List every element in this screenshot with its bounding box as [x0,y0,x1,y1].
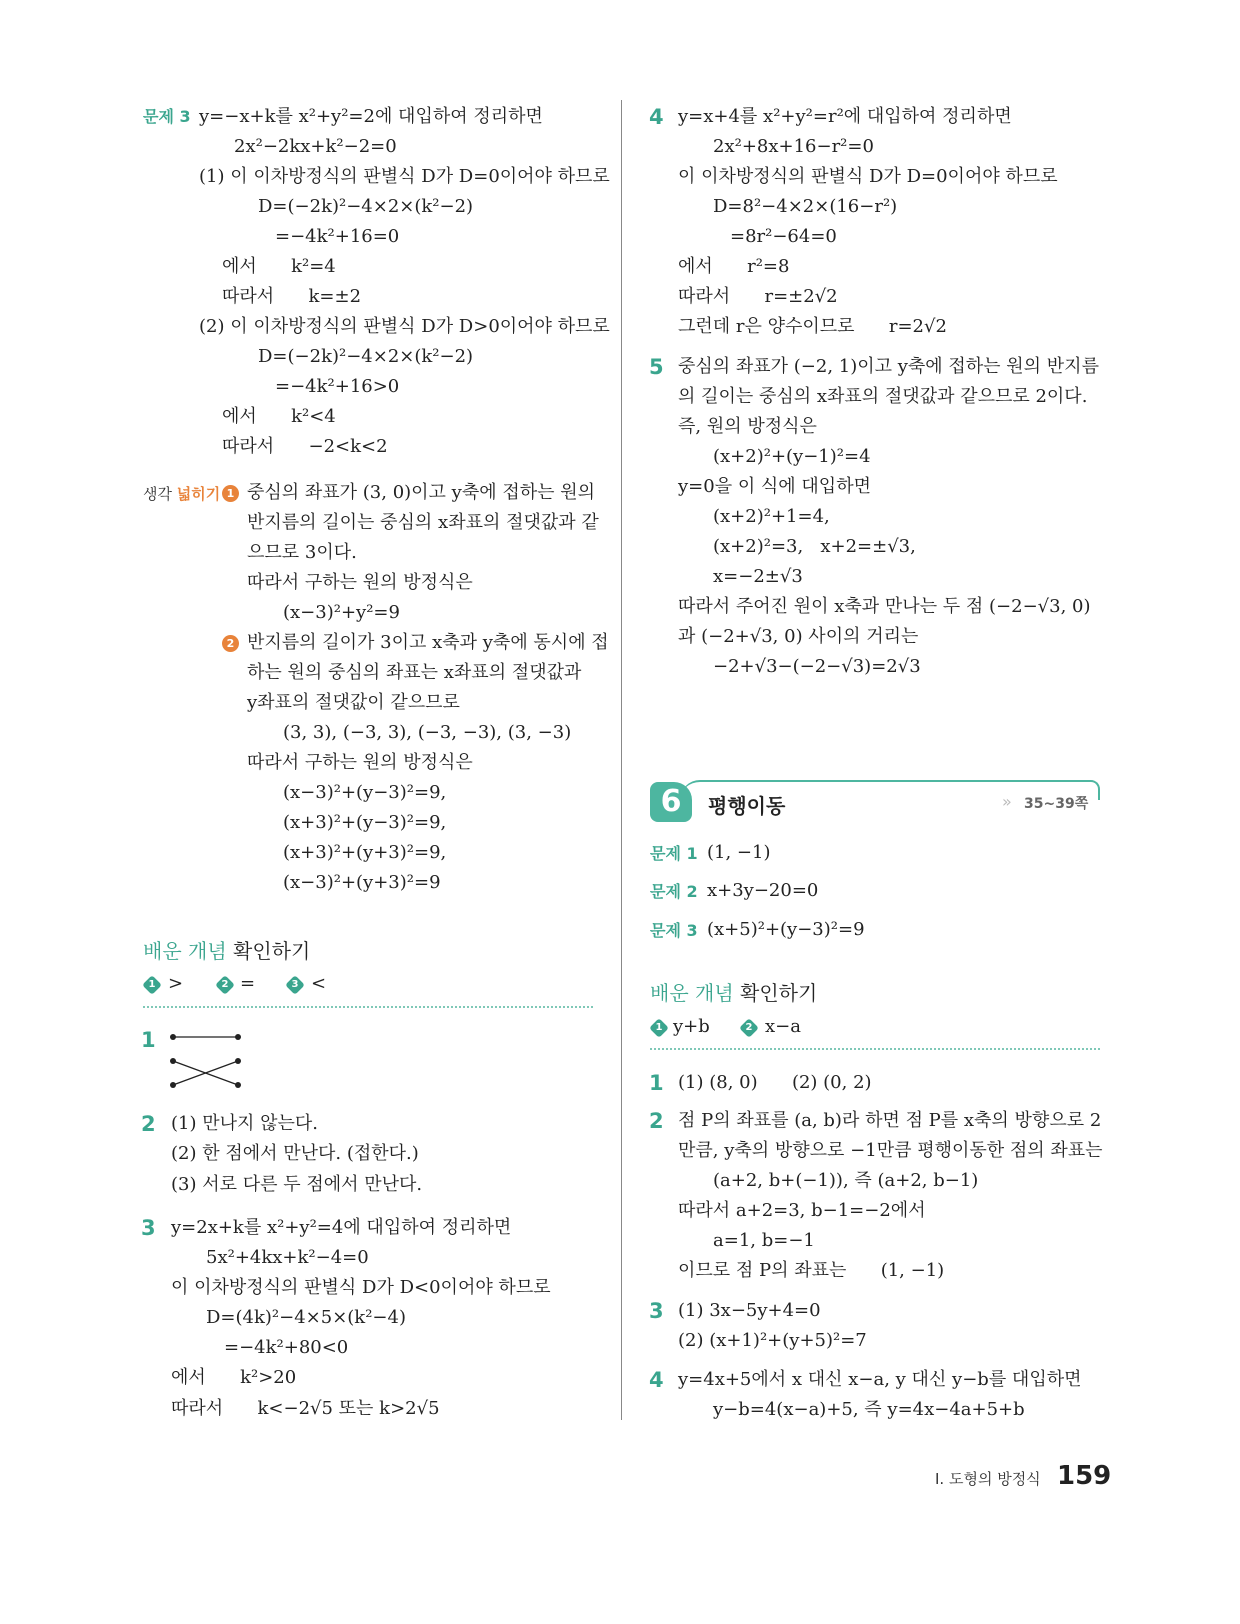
right-text-line: 이 이차방정식의 판별식 D가 D=0이어야 하므로 [678,166,1058,187]
right-text-line: 과 (−2+√3, 0) 사이의 거리는 [678,626,919,647]
item-number: 4 [649,1368,664,1392]
item-number: 2 [649,1109,664,1133]
section-header [650,780,1100,824]
right-text-line: (x+2)²+1=4, [713,506,830,527]
right-text-line: y+b [673,1016,710,1037]
left-text-line: D=(−2k)²−4×2×(k²−2) [258,196,474,217]
item-number: 1 [141,1028,156,1052]
think-label [143,482,220,506]
item-number: 5 [649,355,664,379]
right-text-line: (2) (x+1)²+(y+5)²=7 [678,1330,867,1351]
left-text-line: (x+3)²+(y+3)²=9, [283,842,447,863]
left-text-line: (2) 이 이차방정식의 판별식 D가 D>0이어야 하므로 [199,316,610,337]
left-text-line: 따라서 구하는 원의 방정식은 [247,572,473,593]
concept-marker-3-icon: 3 [285,975,305,995]
problem-3-label: 문제 3 [143,107,191,126]
concept-marker-2-icon: 2 [739,1018,759,1038]
left-text-line: 에서 k²<4 [222,406,336,427]
left-text-line: (x−3)²+(y+3)²=9 [283,872,441,893]
left-text-line: =−4k²+16>0 [275,376,400,397]
dotted-divider [143,1006,593,1008]
right-text-line: (1, −1) [707,842,771,863]
left-text-line: 에서 k²=4 [222,256,336,277]
left-text-line: y=2x+k를 x²+y²=4에 대입하여 정리하면 [171,1217,512,1238]
right-text-line: 그런데 r은 양수이므로 r=2√2 [678,316,947,337]
right-text-line: y=4x+5에서 x 대신 x−a, y 대신 y−b를 대입하면 [678,1369,1082,1390]
left-text-line: 따라서 구하는 원의 방정식은 [247,752,473,773]
right-text-line: x=−2±√3 [713,566,803,587]
left-text-line: 중심의 좌표가 (3, 0)이고 y축에 접하는 원의 [247,482,595,503]
left-text-line: 따라서 k=±2 [222,286,362,307]
right-text-line: (1) (8, 0) (2) (0, 2) [678,1072,872,1093]
left-text-line: y=−x+k를 x²+y²=2에 대입하여 정리하면 [199,106,543,127]
right-text-line: (x+2)²=3, x+2=±√3, [713,536,916,557]
right-text-line: 2x²+8x+16−r²=0 [713,136,874,157]
item-number: 3 [141,1216,156,1240]
think-label-b: 넓히기 [176,485,221,503]
right-text-line: 만큼, y축의 방향으로 −1만큼 평행이동한 점의 좌표는 [678,1140,1103,1161]
left-text-line: 2x²−2kx+k²−2=0 [234,136,397,157]
concept-answer-2: = [240,973,256,994]
right-text-line: 이므로 점 P의 좌표는 (1, −1) [678,1260,945,1281]
left-text-line: 하는 원의 중심의 좌표는 x좌표의 절댓값과 [247,662,582,683]
right-text-line: a=1, b=−1 [713,1230,815,1251]
left-text-line: 반지름의 길이는 중심의 x좌표의 절댓값과 같 [247,512,599,533]
concept-marker-1-icon: 1 [142,975,162,995]
right-text-line: 에서 r²=8 [678,256,790,277]
right-text-line: =8r²−64=0 [730,226,837,247]
right-text-line: (x+2)²+(y−1)²=4 [713,446,871,467]
left-text-line: D=(4k)²−4×5×(k²−4) [206,1307,406,1328]
lines-diagram [165,1030,250,1092]
right-text-line: y=x+4를 x²+y²=r²에 대입하여 정리하면 [678,106,1012,127]
right-text-line: 따라서 a+2=3, b−1=−2에서 [678,1200,926,1221]
left-text-line: (1) 만나지 않는다. [171,1113,318,1134]
left-text-line: 으므로 3이다. [247,542,357,563]
left-text-line: 5x²+4kx+k²−4=0 [206,1247,369,1268]
footer-chapter: Ⅰ. 도형의 방정식 [935,1470,1041,1488]
concept-answer-3: < [311,973,327,994]
section-number: 6 [650,782,692,822]
left-text-line: 반지름의 길이가 3이고 x축과 y축에 동시에 접 [247,632,609,653]
right-text-line: D=8²−4×2×(16−r²) [713,196,898,217]
concept-check-heading-left [143,939,310,963]
left-text-line: (2) 한 점에서 만난다. (접한다.) [171,1143,419,1164]
left-text-line: (3) 서로 다른 두 점에서 만난다. [171,1174,423,1195]
left-text-line: =−4k²+16=0 [275,226,400,247]
item-number: 4 [649,105,664,129]
right-text-line: y−b=4(x−a)+5, 즉 y=4x−4a+5+b [713,1399,1025,1420]
right-text-line: 중심의 좌표가 (−2, 1)이고 y축에 접하는 원의 반지름 [678,356,1099,377]
problem-1-label: 문제 1 [650,844,698,863]
right-text-line: x−a [765,1016,801,1037]
right-text-line: 의 길이는 중심의 x좌표의 절댓값과 같으므로 2이다. [678,386,1088,407]
right-text-line: (1) 3x−5y+4=0 [678,1300,821,1321]
concept-marker-1-icon: 1 [649,1018,669,1038]
concept-check-heading-right [650,981,817,1005]
column-divider [621,100,622,1420]
marker-1-icon: 1 [222,485,239,502]
heading-rest: 확인하기 [226,939,311,963]
right-text-line: y=0을 이 식에 대입하면 [678,476,871,497]
item-number: 2 [141,1112,156,1136]
right-text-line: x+3y−20=0 [707,880,819,901]
dotted-divider [650,1048,1100,1050]
left-text-line: y좌표의 절댓값이 같으므로 [247,692,460,713]
left-text-line: (x+3)²+(y−3)²=9, [283,812,447,833]
item-number: 3 [649,1299,664,1323]
problem-3-label: 문제 3 [650,921,698,940]
left-text-line: 따라서 −2<k<2 [222,436,388,457]
left-text-line: 따라서 k<−2√5 또는 k>2√5 [171,1398,440,1419]
section-pages: 35~39쪽 [1024,796,1089,812]
left-text-line: (3, 3), (−3, 3), (−3, −3), (3, −3) [283,722,572,743]
right-text-line: 즉, 원의 방정식은 [678,416,817,437]
problem-2-label: 문제 2 [650,882,698,901]
chevron-right-icon: » [1002,792,1012,811]
page-number: 159 [1057,1461,1112,1491]
right-text-line: 따라서 r=±2√2 [678,286,838,307]
right-text-line: 점 P의 좌표를 (a, b)라 하면 점 P를 x축의 방향으로 2 [678,1110,1102,1131]
heading-accent: 배운 개념 [650,981,734,1005]
section-title: 평행이동 [708,794,786,818]
heading-rest: 확인하기 [733,981,818,1005]
concept-answer-1: > [168,973,184,994]
heading-accent: 배운 개념 [143,939,227,963]
left-text-line: 에서 k²>20 [171,1367,297,1388]
right-text-line: (x+5)²+(y−3)²=9 [707,919,865,940]
left-text-line: (1) 이 이차방정식의 판별식 D가 D=0이어야 하므로 [199,166,610,187]
item-number: 1 [649,1071,664,1095]
concept-marker-2-icon: 2 [215,975,235,995]
right-text-line: −2+√3−(−2−√3)=2√3 [713,656,921,677]
left-text-line: =−4k²+80<0 [224,1337,349,1358]
marker-2-icon: 2 [222,635,239,652]
left-text-line: D=(−2k)²−4×2×(k²−2) [258,346,474,367]
left-text-line: (x−3)²+(y−3)²=9, [283,782,447,803]
left-text-line: 이 이차방정식의 판별식 D가 D<0이어야 하므로 [171,1277,551,1298]
right-text-line: 따라서 주어진 원이 x축과 만나는 두 점 (−2−√3, 0) [678,596,1091,617]
right-text-line: (a+2, b+(−1)), 즉 (a+2, b−1) [713,1170,979,1191]
think-label-a: 생각 [143,485,177,503]
left-text-line: (x−3)²+y²=9 [283,602,400,623]
